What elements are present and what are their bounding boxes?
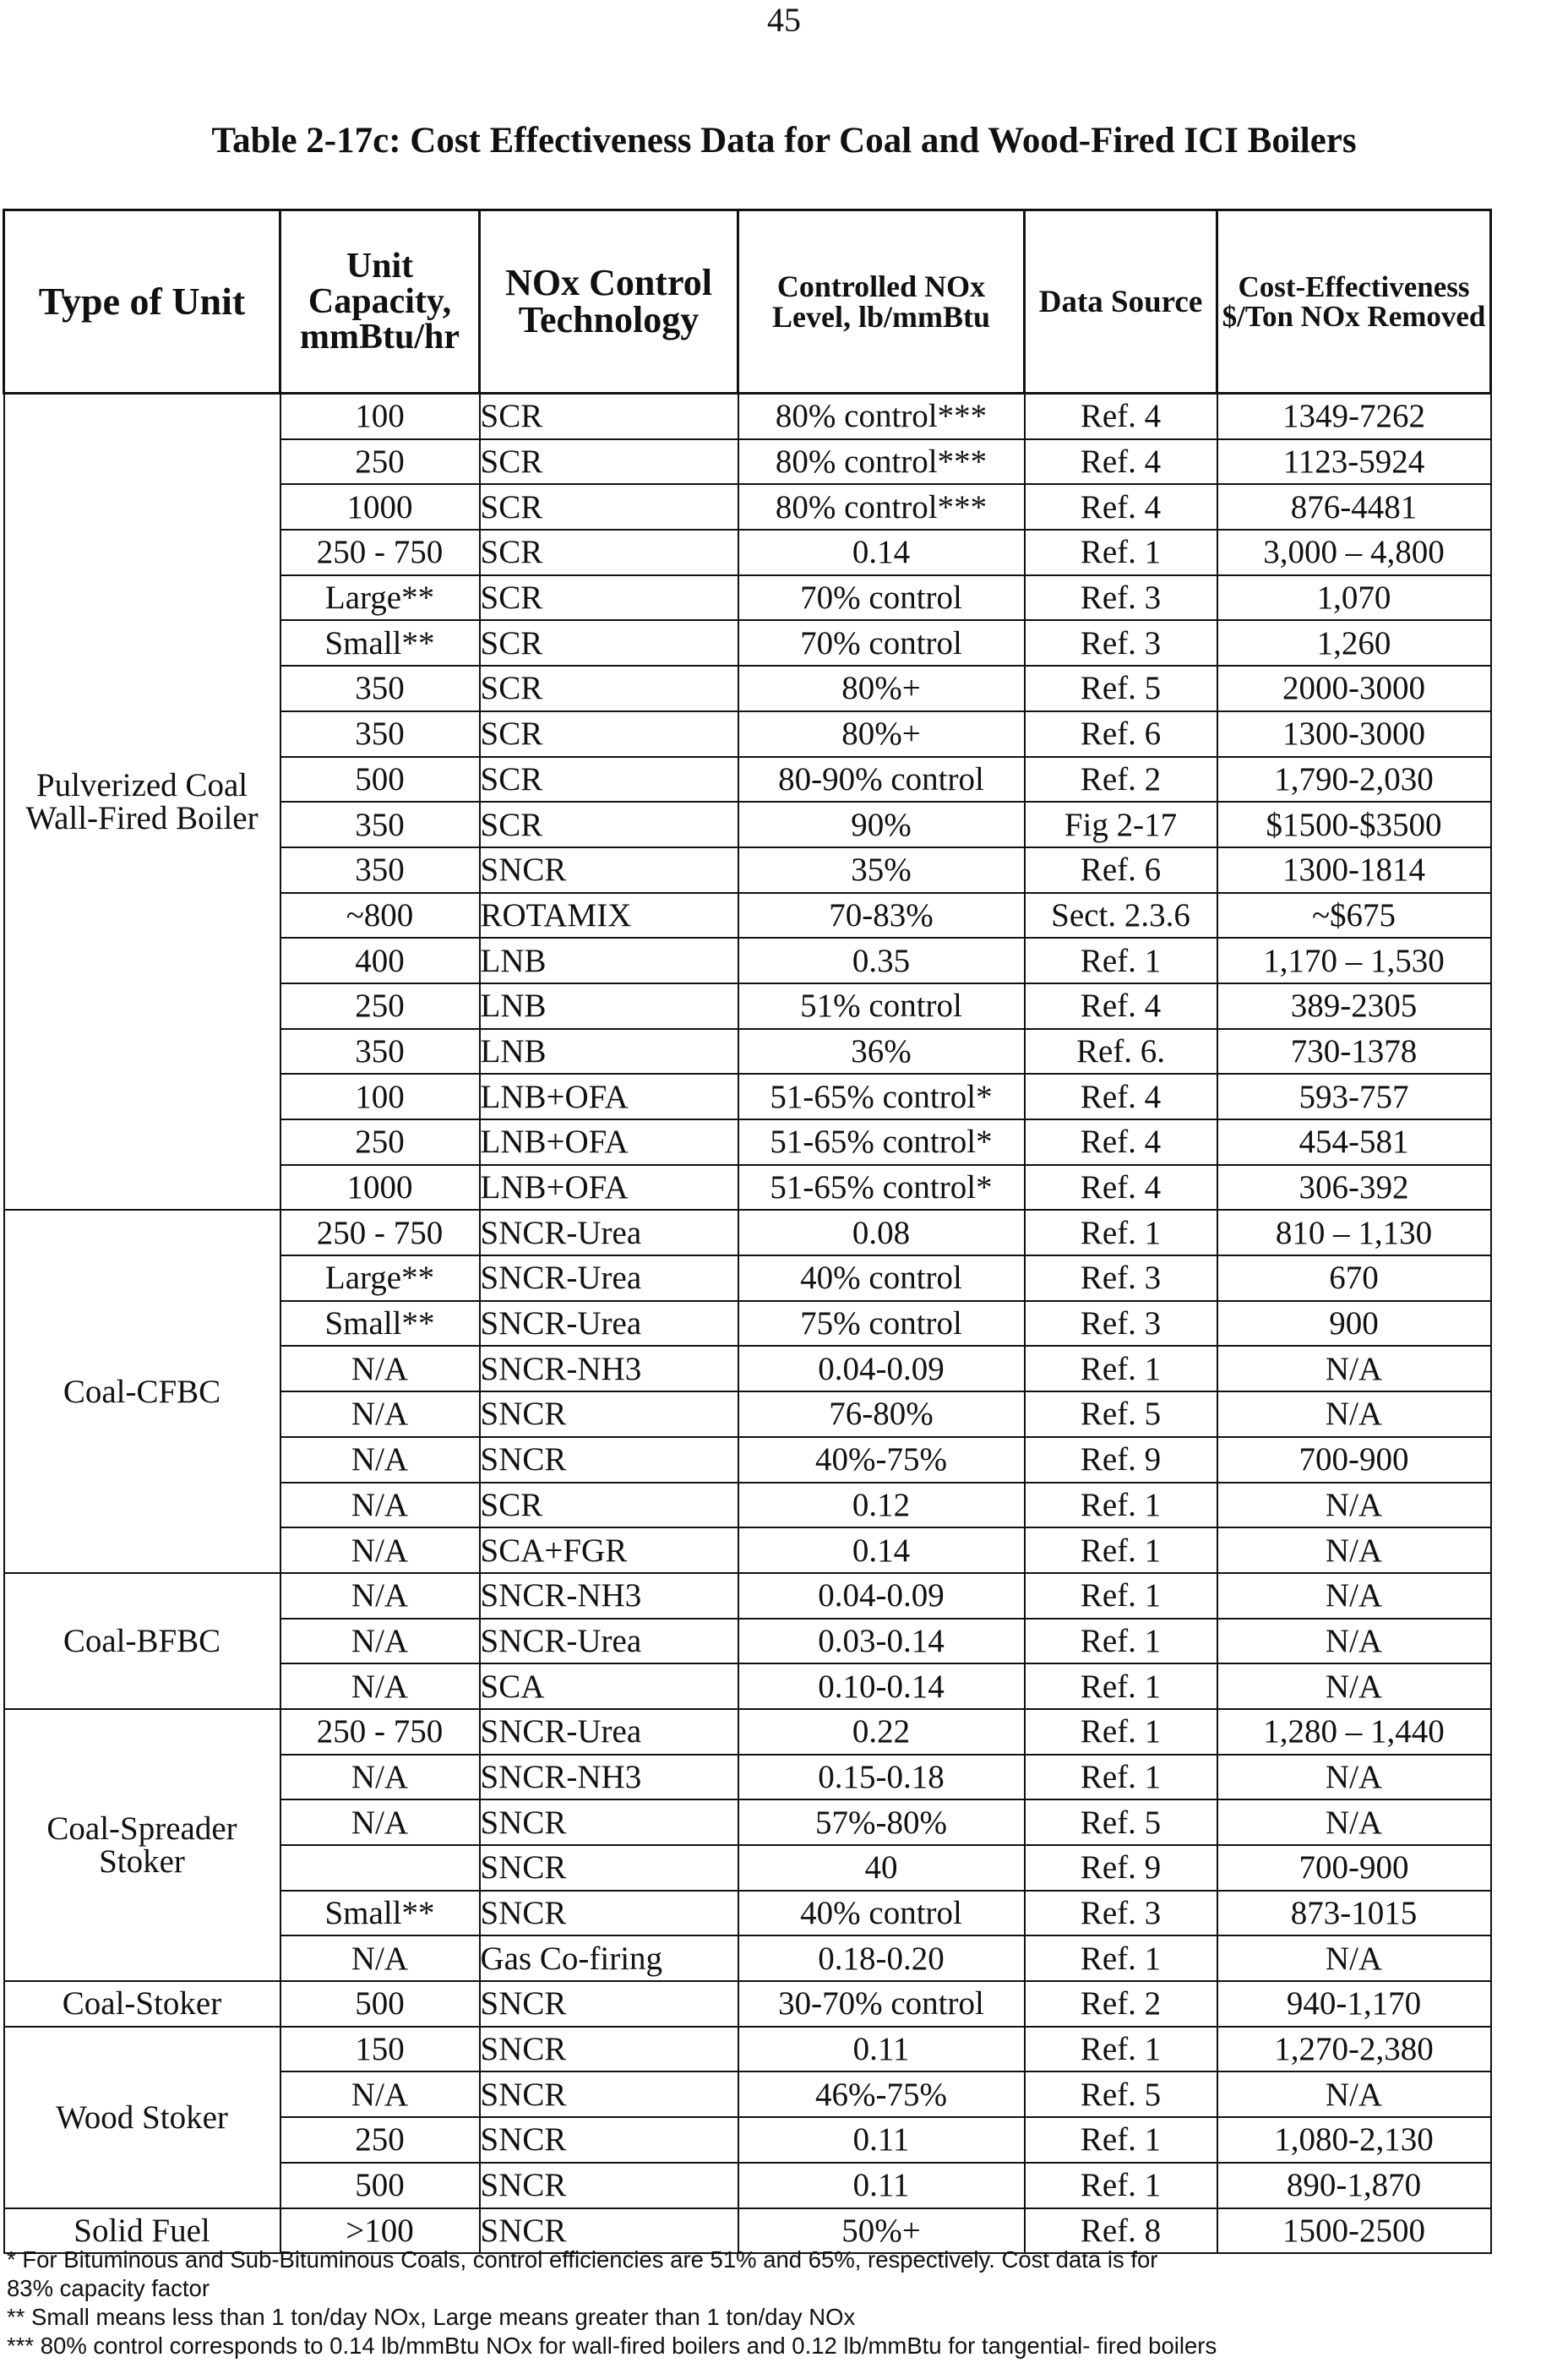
cost-effectiveness-cell: N/A	[1217, 2071, 1491, 2117]
controlled-level-cell: 30-70% control	[738, 1981, 1025, 2027]
controlled-level-cell: 51-65% control*	[738, 1165, 1025, 1211]
data-source-cell: Ref. 2	[1025, 1981, 1217, 2027]
cost-effectiveness-cell: 1,170 – 1,530	[1217, 938, 1491, 983]
footnote-line: 83% capacity factor	[7, 2275, 210, 2301]
nox-technology-cell: LNB+OFA	[480, 1165, 738, 1211]
data-source-cell: Ref. 3	[1025, 620, 1217, 666]
controlled-level-cell: 80-90% control	[738, 757, 1025, 803]
controlled-level-cell: 0.22	[738, 1709, 1025, 1755]
cost-effectiveness-cell: 593-757	[1217, 1074, 1491, 1119]
data-source-cell: Ref. 1	[1025, 530, 1217, 575]
header-cost-effectiveness: Cost-Effectiveness $/Ton NOx Removed	[1217, 210, 1491, 394]
controlled-level-cell: 0.03-0.14	[738, 1619, 1025, 1664]
type-of-unit-cell: Pulverized Coal Wall-Fired Boiler	[4, 394, 280, 1211]
nox-technology-cell: LNB+OFA	[480, 1074, 738, 1119]
nox-technology-cell: SNCR	[480, 1437, 738, 1483]
nox-technology-cell: SCR	[480, 757, 738, 803]
nox-technology-cell: SNCR-Urea	[480, 1709, 738, 1755]
nox-technology-cell: SNCR	[480, 2163, 738, 2208]
unit-capacity-cell: 250	[280, 439, 480, 485]
controlled-level-cell: 40%-75%	[738, 1437, 1025, 1483]
cost-effectiveness-cell: ~$675	[1217, 893, 1491, 939]
cost-effectiveness-cell: 389-2305	[1217, 983, 1491, 1029]
unit-capacity-cell: 350	[280, 666, 480, 711]
cost-effectiveness-cell: 876-4481	[1217, 484, 1491, 530]
cost-effectiveness-cell: N/A	[1217, 1391, 1491, 1437]
cost-effectiveness-cell: N/A	[1217, 1619, 1491, 1664]
cost-effectiveness-cell: 700-900	[1217, 1845, 1491, 1891]
page-number: 45	[767, 1, 801, 39]
controlled-level-cell: 0.11	[738, 2027, 1025, 2072]
controlled-level-cell: 75% control	[738, 1301, 1025, 1347]
data-source-cell: Ref. 5	[1025, 2071, 1217, 2117]
unit-capacity-cell: 400	[280, 938, 480, 983]
nox-technology-cell: ROTAMIX	[480, 893, 738, 939]
data-source-cell: Ref. 4	[1025, 983, 1217, 1029]
controlled-level-cell: 35%	[738, 847, 1025, 893]
cost-effectiveness-cell: N/A	[1217, 1755, 1491, 1800]
controlled-level-cell: 80%+	[738, 711, 1025, 757]
unit-capacity-cell: 500	[280, 2163, 480, 2208]
controlled-level-cell: 90%	[738, 802, 1025, 847]
controlled-level-cell: 76-80%	[738, 1391, 1025, 1437]
nox-technology-cell: SNCR-Urea	[480, 1210, 738, 1255]
data-source-cell: Ref. 1	[1025, 1210, 1217, 1255]
controlled-level-cell: 40% control	[738, 1891, 1025, 1936]
unit-capacity-cell: 250 - 750	[280, 1709, 480, 1755]
nox-technology-cell: LNB	[480, 983, 738, 1029]
data-source-cell: Ref. 1	[1025, 938, 1217, 983]
unit-capacity-cell: N/A	[280, 1437, 480, 1483]
table-body	[4, 394, 1491, 2254]
nox-technology-cell: SNCR	[480, 2071, 738, 2117]
data-source-cell: Ref. 1	[1025, 2027, 1217, 2072]
cost-effectiveness-cell: 1300-3000	[1217, 711, 1491, 757]
nox-technology-cell: SCR	[480, 530, 738, 575]
unit-capacity-cell: >100	[280, 2208, 480, 2254]
cost-effectiveness-cell: 1,070	[1217, 575, 1491, 621]
cost-effectiveness-cell: 1500-2500	[1217, 2208, 1491, 2254]
nox-technology-cell: SNCR-NH3	[480, 1573, 738, 1619]
nox-technology-cell: LNB	[480, 938, 738, 983]
controlled-level-cell: 50%+	[738, 2208, 1025, 2254]
nox-technology-cell: SCR	[480, 394, 738, 439]
nox-technology-cell: SNCR	[480, 1981, 738, 2027]
data-source-cell: Ref. 3	[1025, 575, 1217, 621]
controlled-level-cell: 0.15-0.18	[738, 1755, 1025, 1800]
unit-capacity-cell: Large**	[280, 575, 480, 621]
header-row	[4, 210, 1491, 394]
type-of-unit-cell: Coal-Spreader Stoker	[4, 1709, 280, 1981]
unit-capacity-cell: 100	[280, 394, 480, 439]
table-title: Table 2-17c: Cost Effectiveness Data for Coal and Wood-Fired ICI Boilers	[211, 121, 1357, 161]
controlled-level-cell: 40	[738, 1845, 1025, 1891]
cost-effectiveness-cell: $1500-$3500	[1217, 802, 1491, 847]
unit-capacity-cell: 350	[280, 847, 480, 893]
controlled-level-cell: 80%+	[738, 666, 1025, 711]
nox-technology-cell: LNB	[480, 1029, 738, 1075]
data-source-cell: Ref. 9	[1025, 1437, 1217, 1483]
controlled-level-cell: 36%	[738, 1029, 1025, 1075]
data-source-cell: Sect. 2.3.6	[1025, 893, 1217, 939]
controlled-level-cell: 0.10-0.14	[738, 1663, 1025, 1709]
type-of-unit-cell: Coal-BFBC	[4, 1573, 280, 1709]
cost-effectiveness-cell: 873-1015	[1217, 1891, 1491, 1936]
unit-capacity-cell: 350	[280, 711, 480, 757]
footnote-line: * For Bituminous and Sub-Bituminous Coals, control efficiencies are 51% and 65%, respectively. Cost data is for	[7, 2246, 1158, 2273]
table-row	[4, 394, 1491, 439]
unit-capacity-cell: N/A	[280, 1573, 480, 1619]
table-row	[4, 1709, 1491, 1755]
data-source-cell: Ref. 4	[1025, 1165, 1217, 1211]
cost-effectiveness-cell: 1,790-2,030	[1217, 757, 1491, 803]
nox-technology-cell: SNCR	[480, 2027, 738, 2072]
cost-effectiveness-cell: 890-1,870	[1217, 2163, 1491, 2208]
unit-capacity-cell: N/A	[280, 1799, 480, 1845]
controlled-level-cell: 51% control	[738, 983, 1025, 1029]
nox-technology-cell: SNCR-Urea	[480, 1255, 738, 1301]
cost-effectiveness-cell: 3,000 – 4,800	[1217, 530, 1491, 575]
data-source-cell: Fig 2-17	[1025, 802, 1217, 847]
controlled-level-cell: 0.11	[738, 2117, 1025, 2163]
cost-effectiveness-cell: N/A	[1217, 1573, 1491, 1619]
controlled-level-cell: 51-65% control*	[738, 1119, 1025, 1165]
unit-capacity-cell: 250 - 750	[280, 1210, 480, 1255]
cost-effectiveness-cell: N/A	[1217, 1527, 1491, 1573]
nox-technology-cell: SNCR	[480, 2117, 738, 2163]
unit-capacity-cell: N/A	[280, 1755, 480, 1800]
cost-effectiveness-cell: 306-392	[1217, 1165, 1491, 1211]
nox-technology-cell: SCR	[480, 666, 738, 711]
unit-capacity-cell: Small**	[280, 620, 480, 666]
data-source-cell: Ref. 5	[1025, 1799, 1217, 1845]
data-source-cell: Ref. 1	[1025, 1573, 1217, 1619]
data-source-cell: Ref. 4	[1025, 439, 1217, 485]
cost-effectiveness-cell: 1349-7262	[1217, 394, 1491, 439]
data-source-cell: Ref. 1	[1025, 2117, 1217, 2163]
controlled-level-cell: 70% control	[738, 620, 1025, 666]
unit-capacity-cell: N/A	[280, 1527, 480, 1573]
table-row	[4, 1210, 1491, 1255]
data-source-cell: Ref. 1	[1025, 1935, 1217, 1981]
data-source-cell: Ref. 4	[1025, 1119, 1217, 1165]
cost-effectiveness-cell: 1123-5924	[1217, 439, 1491, 485]
controlled-level-cell: 0.35	[738, 938, 1025, 983]
nox-technology-cell: SNCR-NH3	[480, 1346, 738, 1391]
controlled-level-cell: 0.04-0.09	[738, 1573, 1025, 1619]
controlled-level-cell: 40% control	[738, 1255, 1025, 1301]
type-of-unit-cell: Solid Fuel	[4, 2208, 280, 2254]
data-source-cell: Ref. 5	[1025, 1391, 1217, 1437]
unit-capacity-cell: Large**	[280, 1255, 480, 1301]
unit-capacity-cell: N/A	[280, 2071, 480, 2117]
unit-capacity-cell: N/A	[280, 1619, 480, 1664]
nox-technology-cell: SNCR-NH3	[480, 1755, 738, 1800]
unit-capacity-cell: 100	[280, 1074, 480, 1119]
nox-technology-cell: SNCR	[480, 1391, 738, 1437]
cost-effectiveness-cell: 1,270-2,380	[1217, 2027, 1491, 2072]
controlled-level-cell: 51-65% control*	[738, 1074, 1025, 1119]
nox-technology-cell: SNCR	[480, 847, 738, 893]
table-row	[4, 1981, 1491, 2027]
cost-effectiveness-cell: 810 – 1,130	[1217, 1210, 1491, 1255]
nox-technology-cell: SCR	[480, 575, 738, 621]
nox-technology-cell: SCR	[480, 802, 738, 847]
nox-technology-cell: SCR	[480, 1483, 738, 1528]
cost-effectiveness-cell: N/A	[1217, 1663, 1491, 1709]
unit-capacity-cell: 250	[280, 2117, 480, 2163]
table-row	[4, 2027, 1491, 2072]
header-nox-technology: NOx Control Technology	[480, 210, 738, 394]
controlled-level-cell: 0.14	[738, 530, 1025, 575]
unit-capacity-cell: 500	[280, 1981, 480, 2027]
data-source-cell: Ref. 3	[1025, 1301, 1217, 1347]
data-source-cell: Ref. 1	[1025, 2163, 1217, 2208]
unit-capacity-cell: ~800	[280, 893, 480, 939]
data-source-cell: Ref. 4	[1025, 484, 1217, 530]
data-source-cell: Ref. 1	[1025, 1527, 1217, 1573]
controlled-level-cell: 46%-75%	[738, 2071, 1025, 2117]
unit-capacity-cell: 250	[280, 983, 480, 1029]
cost-effectiveness-cell: 1300-1814	[1217, 847, 1491, 893]
nox-technology-cell: SNCR-Urea	[480, 1619, 738, 1664]
data-source-cell: Ref. 4	[1025, 1074, 1217, 1119]
cost-effectiveness-cell: 700-900	[1217, 1437, 1491, 1483]
data-source-cell: Ref. 2	[1025, 757, 1217, 803]
controlled-level-cell: 0.11	[738, 2163, 1025, 2208]
cost-effectiveness-cell: 940-1,170	[1217, 1981, 1491, 2027]
controlled-level-cell: 0.08	[738, 1210, 1025, 1255]
controlled-level-cell: 80% control***	[738, 394, 1025, 439]
unit-capacity-cell: Small**	[280, 1891, 480, 1936]
unit-capacity-cell	[280, 1845, 480, 1891]
nox-technology-cell: SCA	[480, 1663, 738, 1709]
controlled-level-cell: 70% control	[738, 575, 1025, 621]
unit-capacity-cell: 250	[280, 1119, 480, 1165]
unit-capacity-cell: 350	[280, 802, 480, 847]
controlled-level-cell: 57%-80%	[738, 1799, 1025, 1845]
table-row	[4, 1573, 1491, 1619]
data-source-cell: Ref. 6	[1025, 847, 1217, 893]
nox-technology-cell: SCR	[480, 484, 738, 530]
data-source-cell: Ref. 3	[1025, 1891, 1217, 1936]
unit-capacity-cell: Small**	[280, 1301, 480, 1347]
controlled-level-cell: 70-83%	[738, 893, 1025, 939]
data-source-cell: Ref. 1	[1025, 1709, 1217, 1755]
cost-effectiveness-cell: 1,280 – 1,440	[1217, 1709, 1491, 1755]
data-source-cell: Ref. 1	[1025, 1346, 1217, 1391]
cost-effectiveness-cell: 900	[1217, 1301, 1491, 1347]
nox-technology-cell: LNB+OFA	[480, 1119, 738, 1165]
cost-effectiveness-cell: 670	[1217, 1255, 1491, 1301]
cost-effectiveness-cell: 1,260	[1217, 620, 1491, 666]
nox-technology-cell: SNCR-Urea	[480, 1301, 738, 1347]
nox-technology-cell: SCR	[480, 711, 738, 757]
data-source-cell: Ref. 4	[1025, 394, 1217, 439]
unit-capacity-cell: N/A	[280, 1663, 480, 1709]
nox-technology-cell: SCR	[480, 620, 738, 666]
unit-capacity-cell: N/A	[280, 1483, 480, 1528]
unit-capacity-cell: 250 - 750	[280, 530, 480, 575]
type-of-unit-cell: Coal-CFBC	[4, 1210, 280, 1573]
controlled-level-cell: 0.12	[738, 1483, 1025, 1528]
data-source-cell: Ref. 6.	[1025, 1029, 1217, 1075]
data-source-cell: Ref. 1	[1025, 1619, 1217, 1664]
footnotes	[7, 2246, 1561, 2360]
cost-effectiveness-cell: N/A	[1217, 1483, 1491, 1528]
cost-effectiveness-cell: N/A	[1217, 1799, 1491, 1845]
footnote-line: ** Small means less than 1 ton/day NOx, Large means greater than 1 ton/day NOx	[7, 2304, 856, 2330]
cost-effectiveness-cell: 1,080-2,130	[1217, 2117, 1491, 2163]
nox-technology-cell: Gas Co-firing	[480, 1935, 738, 1981]
unit-capacity-cell: 150	[280, 2027, 480, 2072]
type-of-unit-cell: Coal-Stoker	[4, 1981, 280, 2027]
nox-technology-cell: SNCR	[480, 1845, 738, 1891]
controlled-level-cell: 0.14	[738, 1527, 1025, 1573]
type-of-unit-cell: Wood Stoker	[4, 2027, 280, 2208]
header-type-of-unit: Type of Unit	[4, 210, 280, 394]
cost-effectiveness-cell: N/A	[1217, 1935, 1491, 1981]
nox-technology-cell: SNCR	[480, 2208, 738, 2254]
unit-capacity-cell: 1000	[280, 1165, 480, 1211]
data-source-cell: Ref. 8	[1025, 2208, 1217, 2254]
header-controlled-level: Controlled NOx Level, lb/mmBtu	[738, 210, 1025, 394]
data-source-cell: Ref. 3	[1025, 1255, 1217, 1301]
controlled-level-cell: 0.18-0.20	[738, 1935, 1025, 1981]
data-source-cell: Ref. 1	[1025, 1663, 1217, 1709]
data-source-cell: Ref. 1	[1025, 1755, 1217, 1800]
header-unit-capacity: Unit Capacity, mmBtu/hr	[280, 210, 480, 394]
nox-technology-cell: SNCR	[480, 1799, 738, 1845]
nox-technology-cell: SCA+FGR	[480, 1527, 738, 1573]
data-source-cell: Ref. 1	[1025, 1483, 1217, 1528]
unit-capacity-cell: N/A	[280, 1346, 480, 1391]
cost-effectiveness-cell: 2000-3000	[1217, 666, 1491, 711]
nox-technology-cell: SNCR	[480, 1891, 738, 1936]
cost-effectiveness-cell: 730-1378	[1217, 1029, 1491, 1075]
unit-capacity-cell: N/A	[280, 1391, 480, 1437]
controlled-level-cell: 0.04-0.09	[738, 1346, 1025, 1391]
unit-capacity-cell: 1000	[280, 484, 480, 530]
nox-technology-cell: SCR	[480, 439, 738, 485]
data-source-cell: Ref. 5	[1025, 666, 1217, 711]
data-source-cell: Ref. 6	[1025, 711, 1217, 757]
unit-capacity-cell: N/A	[280, 1935, 480, 1981]
cost-effectiveness-cell: 454-581	[1217, 1119, 1491, 1165]
cost-effectiveness-cell: N/A	[1217, 1346, 1491, 1391]
unit-capacity-cell: 350	[280, 1029, 480, 1075]
cost-effectiveness-table	[3, 209, 1492, 2254]
unit-capacity-cell: 500	[280, 757, 480, 803]
data-source-cell: Ref. 9	[1025, 1845, 1217, 1891]
controlled-level-cell: 80% control***	[738, 439, 1025, 485]
header-data-source: Data Source	[1025, 210, 1217, 394]
footnote-line: *** 80% control corresponds to 0.14 lb/mmBtu NOx for wall-fired boilers and 0.12 lb/mmBtu for tangential- fired boilers	[7, 2333, 1217, 2359]
controlled-level-cell: 80% control***	[738, 484, 1025, 530]
